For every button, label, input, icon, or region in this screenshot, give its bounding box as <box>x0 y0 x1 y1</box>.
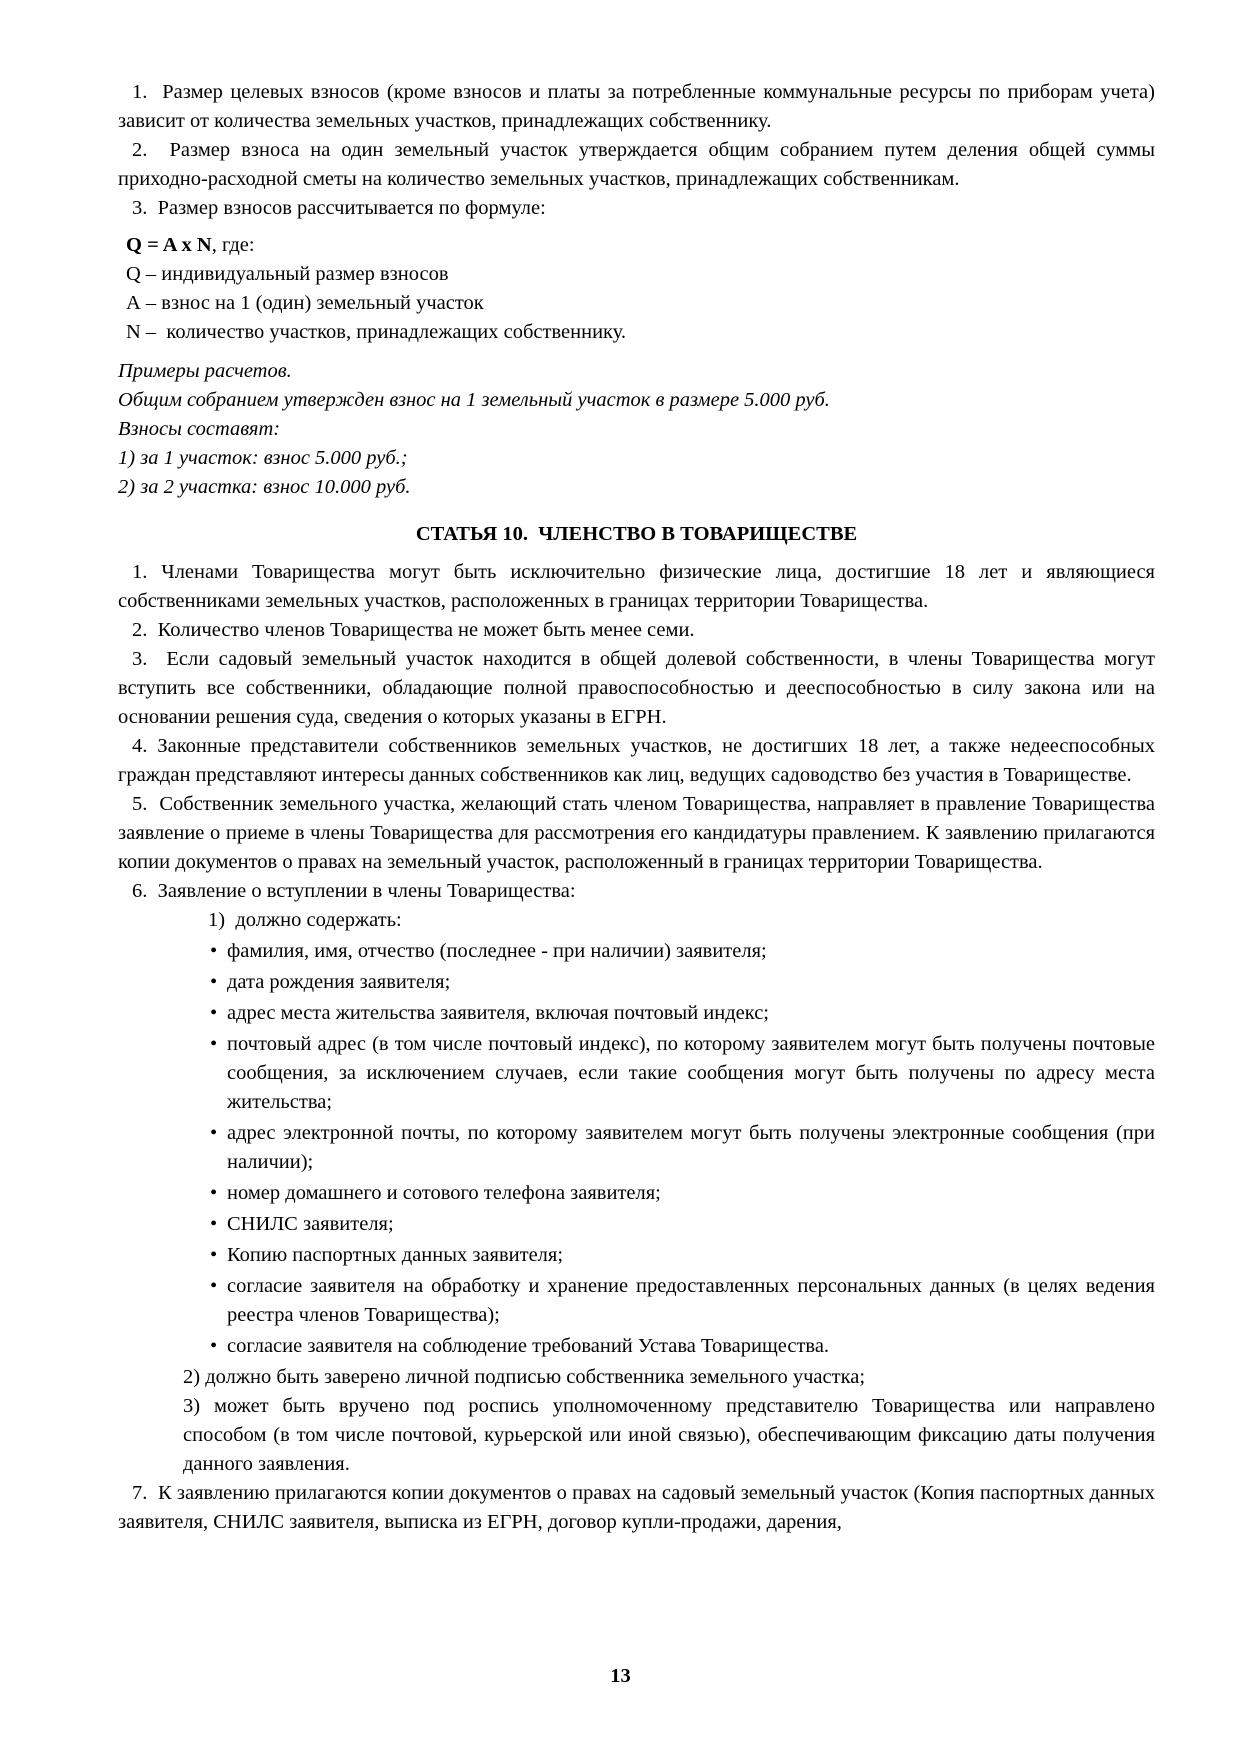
formula-definition-n: N – количество участков, принадлежащих собственнику. <box>126 321 627 343</box>
paragraph-article10-2: 2. Количество членов Товарищества не может быть менее семи. <box>132 619 695 641</box>
paragraph-article10-6: 6. Заявление о вступлении в члены Товарищества: <box>132 880 576 902</box>
bullet-icon: • <box>210 1275 218 1297</box>
bullet-icon: • <box>210 1122 218 1144</box>
paragraph-article10-7: 7. К заявлению прилагаются копии документов о правах на садовый земельный участок (Копия паспортных данных заявителя, СНИЛС заявителя, выписка из ЕГРН, договор купли-продажи, дарения, <box>118 1482 1155 1533</box>
list-item <box>118 1179 1155 1208</box>
paragraph-article10-5: 5. Собственник земельного участка, желающий стать членом Товарищества, направляет в правление Товарищества заявление о приеме в члены Товарищества для рассмотрения его кандидатуры правлением. К заявлению прилагаются копии документов о правах на земельный участок, расположенный в границах территории Товарищества. <box>118 793 1155 873</box>
bullet-icon: • <box>210 1002 218 1024</box>
formula-expression: Q = A x N <box>126 234 212 256</box>
paragraph-article10-1: 1. Членами Товарищества могут быть исключительно физические лица, достигшие 18 лет и являющиеся собственниками земельных участков, расположенных в границах территории Товарищества. <box>118 561 1155 612</box>
calculation-examples-block <box>118 357 1155 502</box>
article-10-heading: СТАТЬЯ 10. ЧЛЕНСТВО В ТОВАРИЩЕСТВЕ <box>415 523 858 545</box>
formula-definition-q: Q – индивидуальный размер взносов <box>126 263 449 285</box>
list-item-text: почтовый адрес (в том числе почтовый индекс), по которому заявителем могут быть получены почтовые сообщения, за исключением случаев, если такие сообщения могут быть получены по адресу места жительства; <box>227 1033 1155 1113</box>
formula-definition-a: А – взнос на 1 (один) земельный участок <box>126 292 484 314</box>
bullet-icon: • <box>210 1182 218 1204</box>
list-item-text: фамилия, имя, отчество (последнее - при наличии) заявителя; <box>227 940 767 962</box>
bullet-icon: • <box>210 940 218 962</box>
examples-case-2: 2) за 2 участка: взнос 10.000 руб. <box>118 476 411 498</box>
paragraph-target-contrib-2: 2. Размер взноса на один земельный участок утверждается общим собранием путем деления общей суммы приходно-расходной сметы на количество земельных участков, принадлежащих собственникам. <box>118 139 1155 190</box>
list-item <box>118 1241 1155 1270</box>
examples-title: Примеры расчетов. <box>118 360 292 382</box>
list-item-text: СНИЛС заявителя; <box>227 1213 394 1235</box>
list-item <box>118 1272 1155 1330</box>
formula-suffix: , где: <box>211 234 255 256</box>
bullet-icon: • <box>210 1033 218 1055</box>
list-item-text: согласие заявителя на обработку и хранение предоставленных персональных данных (в целях ведения реестра членов Товарищества); <box>227 1275 1155 1326</box>
list-item <box>118 968 1155 997</box>
list-item-text: дата рождения заявителя; <box>227 971 451 993</box>
list-item-text: Копию паспортных данных заявителя; <box>227 1244 564 1266</box>
bullet-icon: • <box>210 1335 218 1357</box>
paragraph-article10-4: 4. Законные представители собственников земельных участков, не достигших 18 лет, а также недееспособных граждан представляют интересы данных собственников как лиц, ведущих садоводство без участия в Товариществе. <box>118 735 1155 786</box>
application-requirements-list <box>118 937 1155 1361</box>
item6-subitem-1: 1) должно содержать: <box>208 909 402 931</box>
item6-subitem-2: 2) должно быть заверено личной подписью собственника земельного участка; <box>183 1366 866 1388</box>
examples-line-approved-fee: Общим собранием утвержден взнос на 1 земельный участок в размере 5.000 руб. <box>118 389 830 411</box>
list-item <box>118 999 1155 1028</box>
list-item <box>118 1030 1155 1117</box>
bullet-icon: • <box>210 1213 218 1235</box>
list-item-text: согласие заявителя на соблюдение требований Устава Товарищества. <box>227 1335 830 1357</box>
examples-line-fees-will-be: Взносы составят: <box>118 418 281 440</box>
paragraph-article10-3: 3. Если садовый земельный участок находится в общей долевой собственности, в члены Товарищества могут вступить все собственники, обладающие полной правоспособностью и дееспособностью в силу закона или на основании решения суда, сведения о которых указаны в ЕГРН. <box>118 648 1155 728</box>
list-item <box>118 1210 1155 1239</box>
bullet-icon: • <box>210 1244 218 1266</box>
paragraph-target-contrib-3: 3. Размер взносов рассчитывается по формуле: <box>132 197 546 219</box>
list-item-text: номер домашнего и сотового телефона заявителя; <box>227 1182 661 1204</box>
list-item <box>118 937 1155 966</box>
examples-case-1: 1) за 1 участок: взнос 5.000 руб.; <box>118 447 408 469</box>
bullet-icon: • <box>210 971 218 993</box>
list-item <box>118 1332 1155 1361</box>
list-item <box>118 1119 1155 1177</box>
paragraph-target-contrib-1: 1. Размер целевых взносов (кроме взносов и платы за потребленные коммунальные ресурсы по приборам учета) зависит от количества земельных участков, принадлежащих собственнику. <box>118 81 1155 132</box>
list-item-text: адрес электронной почты, по которому заявителем могут быть получены электронные сообщения (при наличии); <box>227 1122 1155 1173</box>
page-number: 13 <box>610 1665 631 1687</box>
formula-line <box>118 231 1155 260</box>
list-item-text: адрес места жительства заявителя, включая почтовый индекс; <box>227 1002 769 1024</box>
item6-subitem-3: 3) может быть вручено под роспись уполномоченному представителю Товарищества или направлено способом (в том числе почтовой, курьерской или иной связью), обеспечивающим фиксацию даты получения данного заявления. <box>183 1395 1155 1475</box>
